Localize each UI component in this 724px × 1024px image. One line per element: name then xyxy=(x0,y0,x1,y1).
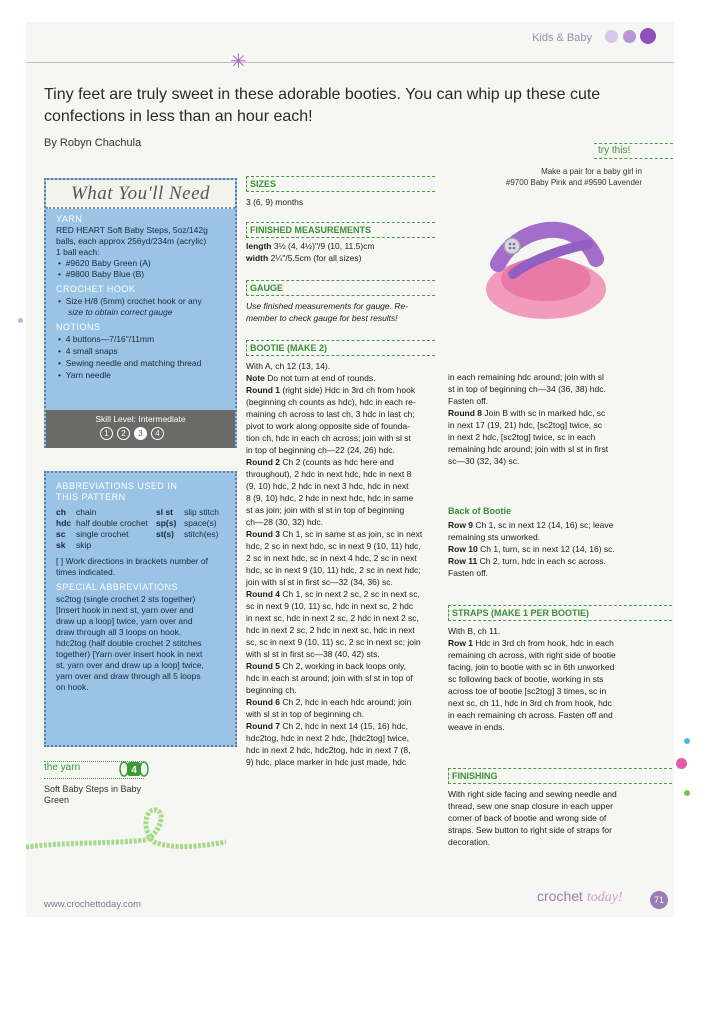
instruction-line: weave in ends. xyxy=(448,722,505,732)
decor-dot xyxy=(640,28,656,44)
decor-dot xyxy=(605,30,618,43)
measurement-length: length 3½ (4, 4½)"/9 (10, 11.5)cm xyxy=(246,241,375,251)
magazine-page xyxy=(26,22,674,917)
decor-dot xyxy=(623,30,636,43)
special-abbr-label: SPECIAL ABBREVIATIONS xyxy=(56,582,179,592)
yarn-weight-icon xyxy=(119,760,149,778)
instruction-line: in next 17 (19, 21) hdc, [sc2tog] twice, sc xyxy=(448,420,603,430)
hook-label: CROCHET HOOK xyxy=(56,284,136,294)
abbr-title: THIS PATTERN xyxy=(56,492,126,502)
yarn-text-line: RED HEART Soft Baby Steps, 5oz/142g xyxy=(56,225,208,235)
abbr-value: half double crochet xyxy=(76,518,148,528)
abbr-value: single crochet xyxy=(76,529,129,539)
instruction-line: Round 8 Join B with sc in marked hdc, sc xyxy=(448,408,606,418)
abbr-note: times indicated. xyxy=(56,567,116,577)
list-item: • Sewing needle and matching thread xyxy=(58,358,202,368)
yarn-label: YARN xyxy=(56,214,83,224)
instruction-line: join with sl st in first sc—32 (34, 36) sc. xyxy=(246,577,393,587)
instruction-line: in each remaining hdc around; join with sl xyxy=(448,372,604,382)
page-number: 71 xyxy=(650,891,668,909)
instruction-line: 8 (9, 10) hdc, 2 hdc in next hdc, hdc in same xyxy=(246,493,414,503)
instruction-line: throughout), 2 hdc in next hdc, hdc in next 8 xyxy=(246,469,412,479)
special-abbr-line: draw through all 3 loops on hook. xyxy=(56,627,182,637)
bootie-photo xyxy=(478,204,608,324)
notions-label: NOTIONS xyxy=(56,322,101,332)
instruction-line: hdc, sc in next 9 (10, 11) hdc, 2 sc in next hdc; xyxy=(246,565,421,575)
abbr-key: sk xyxy=(56,540,66,550)
instruction-line: Fasten off. xyxy=(448,396,489,406)
instruction-line: pivot to work along opposite side of founda- xyxy=(246,421,410,431)
special-abbr-line: sc2tog (single crochet 2 sts together) xyxy=(56,594,196,604)
skill-level-label: Skill Level: Intermediate xyxy=(95,414,186,424)
abbr-key: hdc xyxy=(56,518,72,528)
abbr-value: chain xyxy=(76,507,97,517)
instruction-line: beginning ch. xyxy=(246,685,297,695)
instruction-line: remaining hdc around; join with sl st in first xyxy=(448,444,609,454)
instruction-line: maining ch across to last ch, 3 hdc in last ch; xyxy=(246,409,415,419)
instruction-line: With right side facing and sewing needle and xyxy=(448,789,617,799)
list-item: • #9800 Baby Blue (B) xyxy=(58,269,145,279)
special-abbr-line: st, yarn over and draw up a loop] twice, xyxy=(56,660,204,670)
instruction-line: Fasten off. xyxy=(448,568,489,578)
section-straps-header: STRAPS (MAKE 1 PER BOOTIE) xyxy=(448,605,672,621)
instruction-line: sc, sc in next 9 (10, 11) sc, 2 sc in next sc; join xyxy=(246,637,421,647)
yarn-callout-label: the yarn xyxy=(44,762,81,773)
list-item: • 4 small snaps xyxy=(58,346,118,356)
instruction-line: Note Do not turn at end of rounds. xyxy=(246,373,376,383)
instruction-line: With A, ch 12 (13, 14). xyxy=(246,361,331,371)
list-item: • #9620 Baby Green (A) xyxy=(58,258,151,268)
decor-dot xyxy=(676,758,687,769)
special-abbr-line: yarn over and draw through all 5 loops xyxy=(56,671,201,681)
instruction-line: (9, 10) hdc, 2 hdc in next 3 hdc, hdc in next xyxy=(246,481,409,491)
section-finishing-header: FINISHING xyxy=(448,768,672,784)
star-icon: ✳ xyxy=(230,51,247,73)
abbr-value: skip xyxy=(76,540,92,550)
instruction-line: with sl st in first sc—38 (40, 42) sts. xyxy=(246,649,380,659)
materials-title: What You'll Need xyxy=(46,180,235,209)
byline: By Robyn Chachula xyxy=(44,137,142,149)
instruction-line: in next sc, hdc in next 2 sc, 2 hdc in next 2 sc, xyxy=(246,613,419,623)
skill-level-4: 4 xyxy=(151,427,164,440)
instruction-line: Round 1 (right side) Hdc in 3rd ch from hook xyxy=(246,385,416,395)
instruction-line: 9) hdc, place marker in hdc just made, hdc xyxy=(246,757,407,767)
intro-text: Tiny feet are truly sweet in these adorable booties. You can whip up these cute confections in less than an hour each! xyxy=(44,86,601,125)
decor-dot xyxy=(684,738,690,744)
list-item: • 4 buttons—7/16"/11mm xyxy=(58,334,155,344)
instruction-line: (beginning ch counts as hdc), hdc in each re- xyxy=(246,397,416,407)
instruction-line: corner of back of bootie and wrong side of xyxy=(448,813,607,823)
instruction-line: Row 9 Ch 1, sc in next 12 (14, 16) sc; leave xyxy=(448,520,614,530)
yarn-text-line: 1 ball each: xyxy=(56,247,100,257)
gauge-text: Use finished measurements for gauge. Re- xyxy=(246,301,409,311)
abbr-value: slip stitch xyxy=(184,507,219,517)
section-sizes-header: SIZES xyxy=(246,176,435,192)
abbr-value: space(s) xyxy=(184,518,217,528)
instruction-line: With B, ch 11. xyxy=(448,626,501,636)
instruction-line: ch—28 (30, 32) hdc. xyxy=(246,517,324,527)
skill-level-bar xyxy=(46,410,235,448)
sizes-text: 3 (6, 9) months xyxy=(246,197,304,207)
decor-dot xyxy=(18,318,23,323)
instruction-line: sc following back of bootie, working in sts xyxy=(448,674,604,684)
instruction-line: Row 1 Hdc in 3rd ch from hook, hdc in each xyxy=(448,638,614,648)
instruction-line: st as join; join with sl st in top of beginning xyxy=(246,505,405,515)
skill-level-3-selected: 3 xyxy=(134,427,147,440)
instruction-line: next sc, ch 11, hdc in 3rd ch from hook, hdc xyxy=(448,698,612,708)
footer-url[interactable]: www.crochettoday.com xyxy=(44,899,141,910)
instruction-line: Round 2 Ch 2 (counts as hdc here and xyxy=(246,457,394,467)
special-abbr-line: hdc2tog (half double crochet 2 stitches xyxy=(56,638,202,648)
try-this-label: try this! xyxy=(594,143,674,159)
abbr-key: sp(s) xyxy=(156,518,177,528)
instruction-line: hdc in next 2 hdc, hdc2tog, hdc in next 7 (8, xyxy=(246,745,411,755)
gauge-text: member to check gauge for best results! xyxy=(246,313,398,323)
list-item: • Yarn needle xyxy=(58,370,111,380)
instruction-line: in next 2 hdc, [sc2tog] twice, sc in each xyxy=(448,432,596,442)
measurement-width: width 2¼"/5.5cm (for all sizes) xyxy=(246,253,362,263)
instruction-line: 2 sc in next hdc, sc in next 4 hdc, 2 sc in next xyxy=(246,553,417,563)
instruction-line: Round 3 Ch 1, sc in same st as join, sc in next xyxy=(246,529,423,539)
yarn-strand-image xyxy=(26,802,226,862)
instruction-line: remaining ch across, with right side of bootie xyxy=(448,650,616,660)
special-abbr-line: together) [Yarn over insert hook in next xyxy=(56,649,203,659)
instruction-line: in top of beginning ch—22 (24, 26) hdc. xyxy=(246,445,395,455)
section-gauge-header: GAUGE xyxy=(246,280,435,296)
abbr-note: [ ] Work directions in brackets number of xyxy=(56,556,208,566)
list-item: • Size H/8 (5mm) crochet hook or any xyxy=(58,296,202,306)
abbr-title: ABBREVIATIONS USED IN xyxy=(56,481,178,491)
instruction-line: hdc in next 2 sc, 2 hdc in next sc, hdc in next xyxy=(246,625,415,635)
instruction-line: Row 10 Ch 1, turn, sc in next 12 (14, 16) sc. xyxy=(448,544,615,554)
abbr-value: stitch(es) xyxy=(184,529,219,539)
yarn-text-line: balls, each approx 256yd/234m (acrylic) xyxy=(56,236,207,246)
instruction-line: tion ch, hdc in each ch across; join with sl st xyxy=(246,433,411,443)
skill-level-1: 1 xyxy=(100,427,113,440)
special-abbr-line: draw up a loop] twice, yarn over and xyxy=(56,616,193,626)
instruction-line: in each remaining ch across. Fasten off and xyxy=(448,710,613,720)
yarn-callout-note: Soft Baby Steps in Baby Green xyxy=(44,784,142,805)
abbr-key: sl st xyxy=(156,507,174,517)
try-this-caption: Make a pair for a baby girl in #9700 Baby Pink and #9590 Lavender xyxy=(505,167,642,187)
instruction-line: Row 11 Ch 2, turn, hdc in each sc across. xyxy=(448,556,606,566)
list-item: size to obtain correct gauge xyxy=(68,307,173,317)
instruction-line: sc in next 9 (10, 11) sc, hdc in next sc, 2 hdc xyxy=(246,601,414,611)
instruction-line: sc—30 (32, 34) sc. xyxy=(448,456,520,466)
instruction-line: hdc, 2 sc in next hdc, sc in next 9 (10, 11) hdc, xyxy=(246,541,421,551)
special-abbr-line: on hook. xyxy=(56,682,89,692)
instruction-line: straps. Sew button to right side of straps for xyxy=(448,825,612,835)
back-of-bootie-title: Back of Bootie xyxy=(448,506,512,516)
section-bootie-header: BOOTIE (MAKE 2) xyxy=(246,340,435,356)
instruction-line: thread, sew one snap closure in each upper xyxy=(448,801,613,811)
instruction-line: st in top of beginning ch—34 (36, 38) hdc. xyxy=(448,384,606,394)
abbr-key: ch xyxy=(56,507,66,517)
instruction-line: remaining sts unworked. xyxy=(448,532,541,542)
instruction-line: facing, join to bootie with sc in 6th unworked xyxy=(448,662,615,672)
footer-brand: crochet today! xyxy=(537,888,623,905)
decor-dot xyxy=(684,790,690,796)
instruction-line: across toe of bootie [sc2tog] 3 times, sc in xyxy=(448,686,607,696)
instruction-line: Round 4 Ch 1, sc in next 2 sc, 2 sc in next sc, xyxy=(246,589,420,599)
special-abbr-line: [Insert hook in next st, yarn over and xyxy=(56,605,194,615)
instruction-line: Round 7 Ch 2, hdc in next 14 (15, 16) hdc, xyxy=(246,721,409,731)
instruction-line: decoration. xyxy=(448,837,491,847)
abbreviations-box xyxy=(44,471,237,747)
section-label: Kids & Baby xyxy=(532,32,592,44)
instruction-line: hdc in each st around; join with sl st in top of xyxy=(246,673,413,683)
yarn-weight-number: 4 xyxy=(131,765,137,776)
materials-box xyxy=(44,178,237,448)
skill-level-2: 2 xyxy=(117,427,130,440)
abbr-key: st(s) xyxy=(156,529,174,539)
instruction-line: hdc2tog, hdc in next 2 hdc, [hdc2tog] twice, xyxy=(246,733,410,743)
instruction-line: Round 5 Ch 2, working in back loops only, xyxy=(246,661,406,671)
section-measurements-header: FINISHED MEASUREMENTS xyxy=(246,222,435,238)
abbr-key: sc xyxy=(56,529,66,539)
instruction-line: Round 6 Ch 2, hdc in each hdc around; join xyxy=(246,697,412,707)
header-rule xyxy=(26,62,674,63)
instruction-line: with sl st in top of beginning ch. xyxy=(246,709,365,719)
